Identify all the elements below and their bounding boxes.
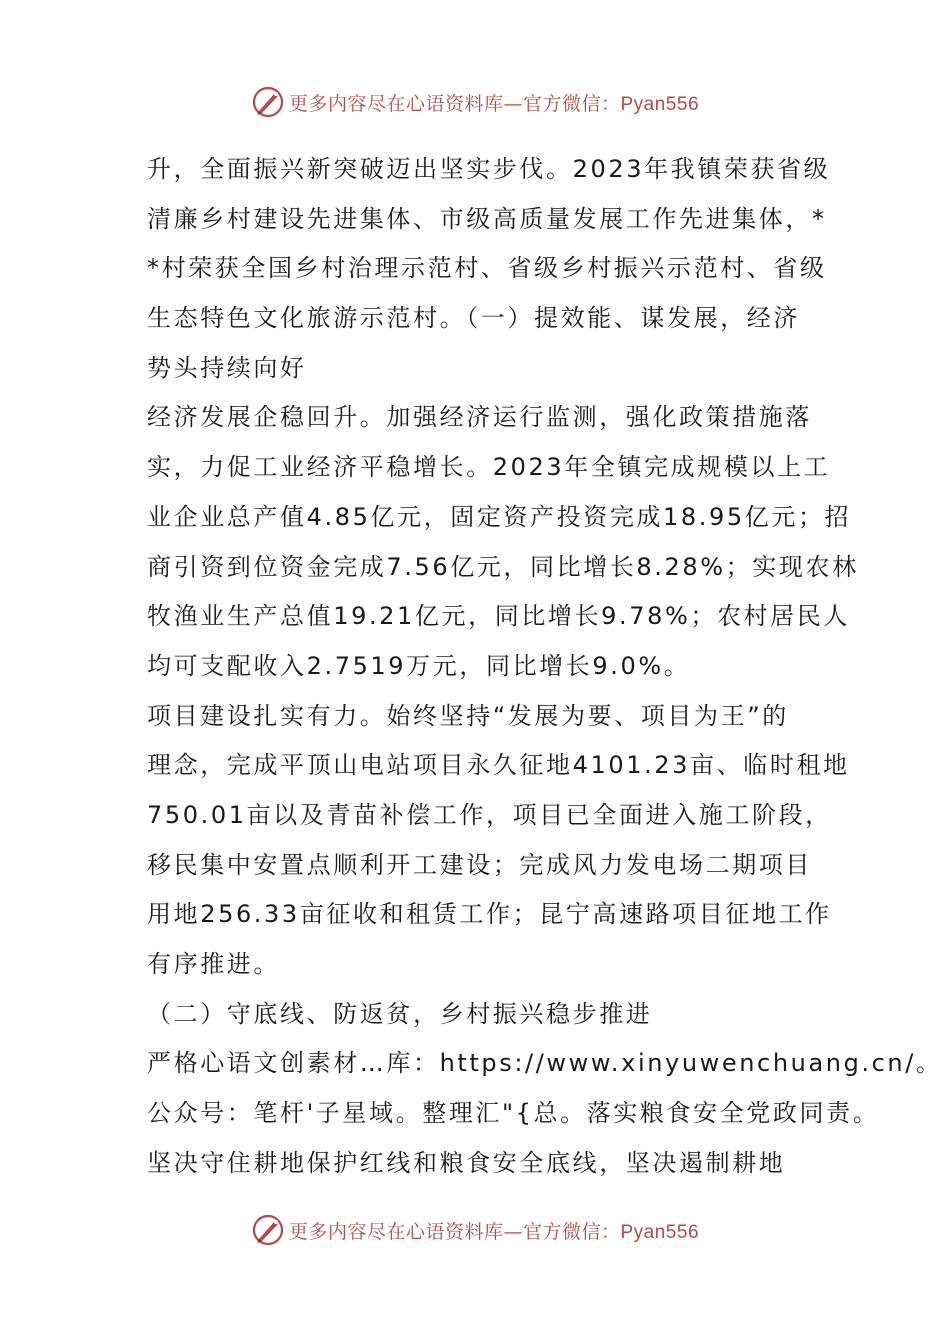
banner-text: 更多内容尽在心语资料库—官方微信：Pyan556 (288, 92, 700, 115)
text-line: 750.01亩以及青苗补偿工作，项目已全面进入施工阶段， (147, 800, 832, 829)
text-line: 牧渔业生产总值19.21亿元，同比增长9.78%；农村居民人 (147, 602, 850, 631)
text-line: 业企业总产值4.85亿元，固定资产投资完成18.95亿元；招 (147, 502, 852, 531)
footer-watermark-banner (0, 1210, 950, 1250)
banner-text: 更多内容尽在心语资料库—官方微信：Pyan556 (288, 1220, 700, 1243)
text-line: *村荣获全国乡村治理示范村、省级乡村振兴示范村、省级 (147, 254, 827, 283)
text-line: 坚决守住耕地保护红线和粮食安全底线，坚决遏制耕地 (147, 1148, 786, 1177)
text-line: 移民集中安置点顺利开工建设；完成风力发电场二期项目 (147, 850, 812, 879)
text-line: 生态特色文化旅游示范村。（一）提效能、谋发展，经济 (147, 304, 800, 333)
pen-logo-icon (251, 1213, 285, 1247)
text-line: 商引资到位资金完成7.56亿元，同比增长8.28%；实现农林 (147, 552, 859, 581)
text-line: 理念，完成平顶山电站项目永久征地4101.23亩、临时租地 (147, 751, 850, 780)
text-line: 经济发展企稳回升。加强经济运行监测，强化政策措施落 (147, 403, 812, 432)
document-body (147, 145, 943, 1188)
text-line: 严格心语文创素材…库：https://www.xinyuwenchuang.cn/。 (147, 1049, 943, 1078)
section-heading: （二）守底线、防返贫，乡村振兴稳步推进 (147, 999, 653, 1028)
pen-logo-icon (251, 85, 285, 119)
text-line: 公众号：笔杆'子星域。整理汇"{总。落实粮食安全党政同责。 (147, 1099, 880, 1128)
text-line: 升，全面振兴新突破迈出坚实步伐。2023年我镇荣获省级 (147, 155, 831, 183)
text-line: 项目建设扎实有力。始终坚持“发展为要、项目为王”的 (147, 701, 789, 730)
text-line: 用地256.33亩征收和租赁工作；昆宁高速路项目征地工作 (147, 900, 832, 929)
text-line: 清廉乡村建设先进集体、市级高质量发展工作先进集体，* (147, 204, 827, 233)
text-line: 均可支配收入2.7519万元，同比增长9.0%。 (147, 651, 691, 680)
text-line: 有序推进。 (147, 950, 280, 978)
text-line: 实，力促工业经济平稳增长。2023年全镇完成规模以上工 (147, 453, 831, 482)
text-line: 势头持续向好 (147, 353, 307, 382)
header-watermark-banner (0, 82, 950, 122)
